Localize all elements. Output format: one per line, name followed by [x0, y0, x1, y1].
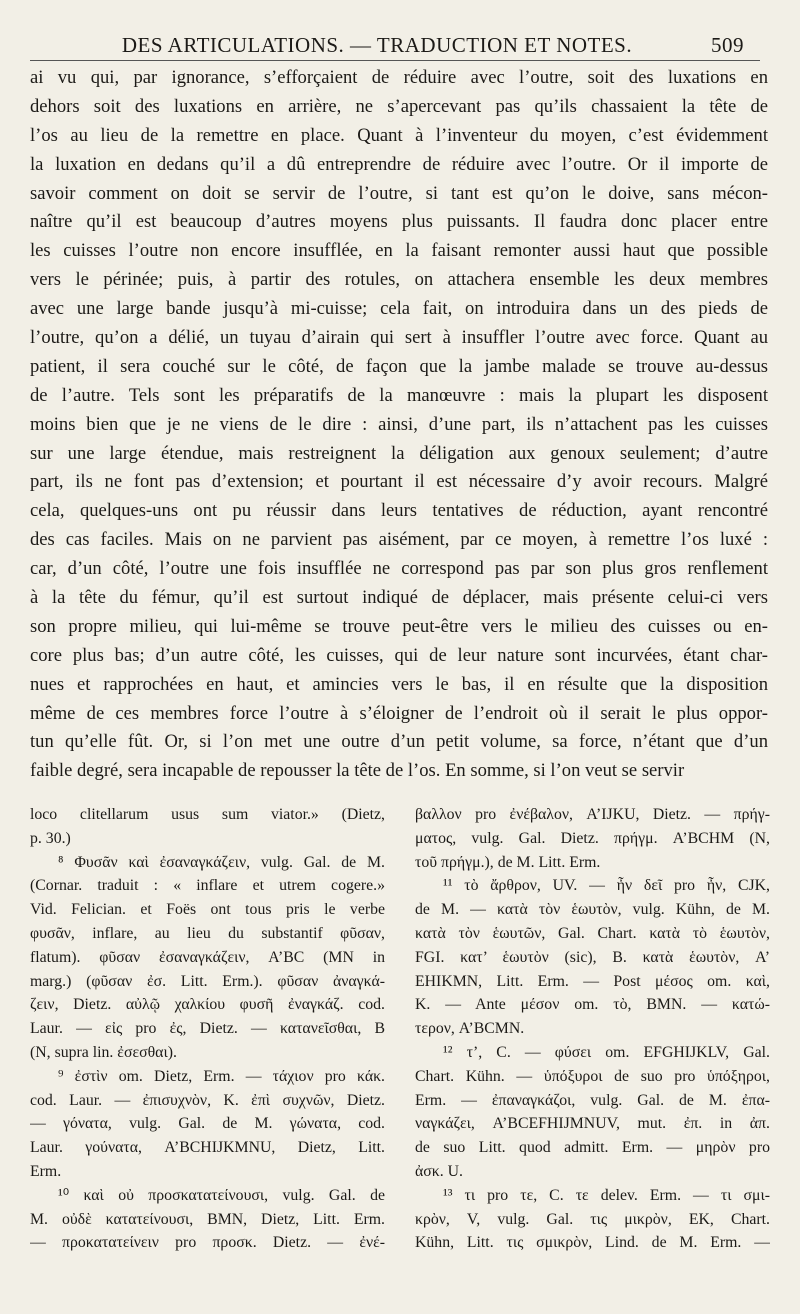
- footnote-line: flatum). φῦσαν ἐσαναγκάζειν, A’BC (MN in: [30, 948, 385, 966]
- page-number: 509: [711, 32, 744, 57]
- running-title: DES ARTICULATIONS. — TRADUCTION ET NOTES.: [121, 32, 633, 57]
- footnote-line: τερον, A’BCMN.: [415, 1020, 525, 1038]
- text-line: core plus bas; d’un autre côté, les cuisses, qui de leur nature sont incurvées, étant char-: [30, 644, 768, 666]
- footnote-line: Erm. — ἐπαναγκάζοι, vulg. Gal. de M. ἐπα-: [415, 1091, 770, 1109]
- running-header: [30, 30, 744, 60]
- footnote-line: Vid. Felician. et Foës ont tous pris le verbe: [30, 901, 385, 919]
- footnote-line: — γόνατα, vulg. Gal. de M. γώνατα, cod.: [30, 1115, 385, 1133]
- text-line: même de ces membres force l’outre à s’éloigner de l’endroit où il serait le plus oppor-: [30, 702, 768, 724]
- text-line: de l’autre. Tels sont les préparatifs de la manœuvre : mais la plupart les disposent: [30, 384, 768, 406]
- footnote-line: φυσᾶν, inflare, au lieu du substantif φῦσαν,: [30, 924, 385, 942]
- text-line: faible degré, sera incapable de repousser la tête de l’os. En somme, si l’on veut se servir: [30, 760, 685, 782]
- text-line: tun qu’elle fût. Or, si l’on met une outre d’un petit volume, sa force, n’étant que d’un: [30, 731, 768, 753]
- footnote-line: τοῦ πρήγμ.), de M. Litt. Erm.: [415, 853, 601, 871]
- text-line: l’outre, qu’on a délié, un tuyau d’airain qui sert à insuffler l’outre avec force. Quant au: [30, 327, 768, 349]
- footnote-line: κατὰ τὸν ἑωυτῶν, Gal. Chart. κατὰ τὸ ἑωυτὸν,: [415, 924, 770, 942]
- header-rule: [30, 60, 760, 61]
- footnote-line: ἀσκ. U.: [415, 1162, 464, 1180]
- footnote-line: Laur. γούνατα, A’BCHIJKMNU, Dietz, Litt.: [30, 1139, 385, 1157]
- footnote-line: ματος, vulg. Gal. Dietz. πρήγμ. A’BCHM (N,: [415, 829, 770, 847]
- footnote-line: de suo Litt. quod admitt. Erm. — μηρὸν pro: [415, 1139, 770, 1157]
- footnote-line: ¹² τ’, C. — φύσει om. EFGHIJKLV, Gal.: [443, 1043, 770, 1061]
- text-line: les cuisses l’outre non encore insufflée, en la faisant remonter aussi haut que possible: [30, 240, 768, 262]
- text-line: naître qu’il est beaucoup d’autres moyens plus puissants. Il faudra donc placer entre: [30, 211, 768, 233]
- footnote-line: (N, supra lin. ἐσεσθαι).: [30, 1043, 177, 1061]
- text-line: nues et rapprochées en haut, et amincies vers le bas, il en résulte que la disposition: [30, 673, 768, 695]
- text-line: vers le périnée; puis, à partir des rotules, on attachera ensemble les deux membres: [30, 269, 768, 291]
- text-line: l’os au lieu de la remettre en place. Quant à l’inventeur du moyen, c’est évidemment: [30, 124, 768, 146]
- footnote-line: ¹⁰ καὶ οὐ προσκατατείνουσι, vulg. Gal. de: [58, 1186, 385, 1204]
- footnotes-right-column: [415, 803, 770, 1255]
- footnote-line: ¹³ τι pro τε, C. τε delev. Erm. — τι σμι-: [443, 1186, 770, 1204]
- footnote-line: Laur. — εἰς pro ἐς, Dietz. — κατανεῖσθαι, B: [30, 1020, 385, 1038]
- footnote-line: ⁸ Φυσᾶν καὶ ἐσαναγκάζειν, vulg. Gal. de M.: [58, 853, 385, 871]
- text-line: ai vu qui, par ignorance, s’efforçaient de réduire avec l’outre, soit des luxations en: [30, 67, 768, 88]
- footnotes-left-column: [30, 803, 385, 1255]
- footnote-line: Kühn, Litt. τις σμικρὸν, Lind. de M. Erm. —: [415, 1234, 770, 1252]
- footnote-line: de M. — κατὰ τὸν ἑωυτὸν, vulg. Kühn, de M.: [415, 901, 770, 919]
- footnote-line: — προκατατείνειν pro προσκ. Dietz. — ἐνέ-: [30, 1234, 385, 1252]
- text-line: savoir comment on doit se servir de l’outre, si tant est qu’on le doive, sans mécon-: [30, 182, 768, 204]
- text-line: des cas faciles. Mais on ne parvient pas aisément, par ce moyen, à remettre l’os luxé :: [30, 529, 768, 551]
- footnote-line: marg.) (φῦσαν ἐσ. Litt. Erm.). φῦσαν ἀναγκά-: [30, 972, 385, 990]
- footnote-line: K. — Ante μέσον om. τὸ, BMN. — κατώ-: [415, 996, 770, 1014]
- footnote-line: loco clitellarum usus sum viator.» (Dietz,: [30, 806, 385, 823]
- text-line: patient, il sera couché sur le côté, de façon que la jambe malade se trouve au-dessus: [30, 355, 768, 377]
- text-line: dehors soit des luxations en arrière, ne s’apercevant pas qu’ils chassaient la tête de: [30, 95, 768, 117]
- footnote-line: ζειν, Dietz. αὐλῷ χαλκίου φυσῆ ἐναγκάζ. cod.: [30, 996, 385, 1014]
- footnote-line: Erm.: [30, 1162, 62, 1180]
- main-text: [30, 64, 768, 786]
- footnote-line: FGI. κατ’ ἑωυτὸν (sic), B. κατὰ ἑωυτὸν, A’: [415, 948, 770, 966]
- footnote-line: κρὸν, V, vulg. Gal. τις μικρὸν, EK, Chart.: [415, 1210, 770, 1228]
- footnote-line: βαλλον pro ἐνέβαλον, A’IJKU, Dietz. — πρήγ-: [415, 806, 770, 823]
- text-line: moins bien que je ne viens de le dire : ainsi, d’une part, ils n’attachent pas les cuisses: [30, 413, 768, 435]
- text-line: sur une large étendue, mais restreignent la déligation aux genoux seulement; d’autre: [30, 442, 768, 464]
- text-line: car, d’un côté, l’outre une fois insufflée ne correspond pas par son plus gros renflement: [30, 558, 768, 580]
- footnote-line: ¹¹ τὸ ἄρθρον, UV. — ἦν δεῖ pro ἦν, CJK,: [443, 877, 770, 895]
- text-line: cela, quelques-uns ont pu réussir dans leurs tentatives de réduction, ayant rencontré: [30, 500, 768, 522]
- text-line: à la tête du fémur, qu’il est surtout indiqué de déplacer, mais présente celui-ci vers: [30, 587, 768, 609]
- footnote-line: ναγκάζει, A’BCEFHIJMNUV, mut. ἐπ. in ἀπ.: [415, 1115, 770, 1133]
- footnote-line: Chart. Kühn. — ὑπόξυροι de suo pro ὑπόξηροι,: [415, 1067, 770, 1085]
- footnote-line: M. οὐδὲ κατατείνουσι, BMN, Dietz, Litt. Erm.: [30, 1210, 385, 1228]
- footnotes: [30, 803, 780, 1303]
- text-line: avec une large bande jusqu’à mi-cuisse; cela fait, on introduira dans un des pieds de: [30, 298, 768, 320]
- text-line: part, ils ne font pas d’extension; et pourtant il est nécessaire d’y avoir recours. Malgré: [30, 471, 768, 493]
- footnote-line: EHIKMN, Litt. Erm. — Post μέσος om. καὶ,: [415, 972, 770, 990]
- footnote-line: p. 30.): [30, 829, 71, 847]
- footnote-line: (Cornar. traduit : « inflare et utrem cogere.»: [30, 877, 385, 895]
- text-line: son propre milieu, qui lui-même se trouve peut-être vers le milieu des cuisses ou en-: [30, 615, 768, 637]
- footnote-line: cod. Laur. — ἐπισυχνὸν, K. ἐπὶ συχνῶν, Dietz.: [30, 1091, 385, 1109]
- footnote-line: ⁹ ἐστὶν om. Dietz, Erm. — τάχιον pro κάκ.: [58, 1067, 385, 1085]
- text-line: la luxation en dedans qu’il a dû entreprendre de réduire avec l’outre. Or il importe de: [30, 153, 768, 175]
